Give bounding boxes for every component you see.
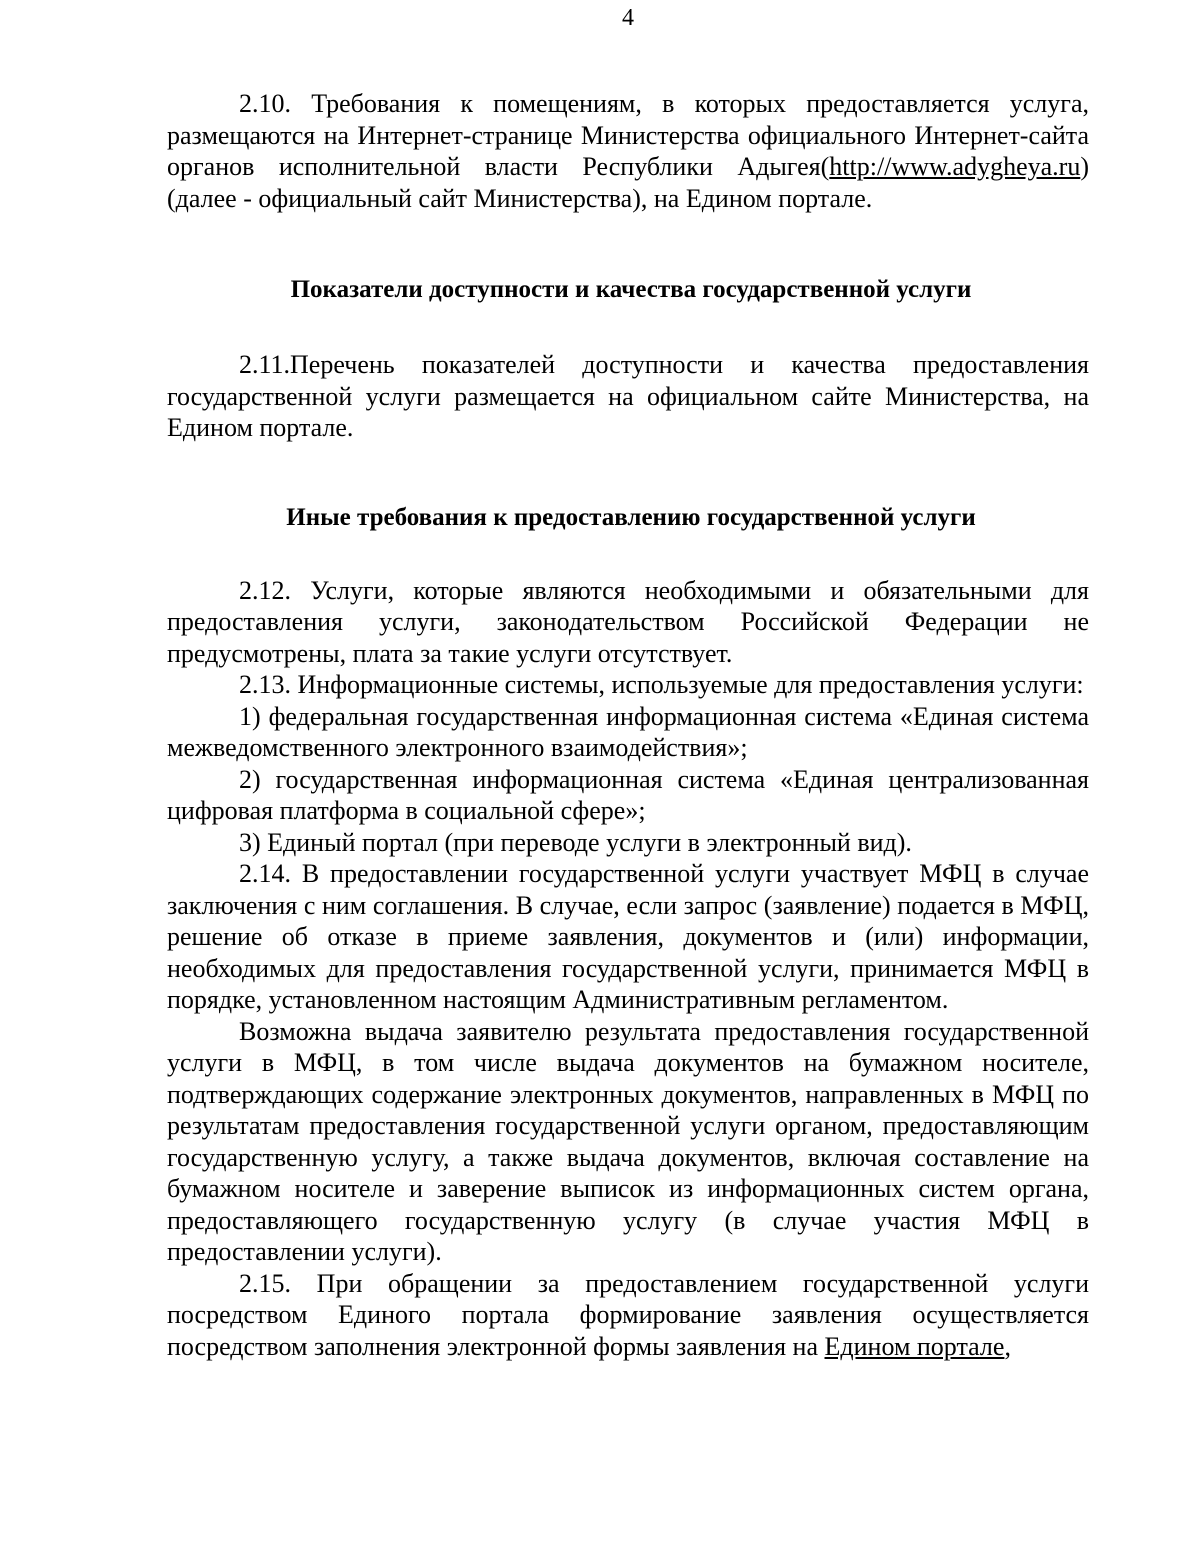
paragraph-2-13-item-2: 2) государственная информационная система «Единая централизованная цифровая платформа в социальной сфере»;	[167, 764, 1089, 825]
paragraph-2-14: 2.14. В предоставлении государственной услуги участвует МФЦ в случае заключения с ним соглашения. В случае, если запрос (заявление) подается в МФЦ, решение об отказе в приеме заявления, документов и (или) информации, необходимых для предоставления государственной услуги, принимается МФЦ в порядке, установленном настоящим Административным регламентом.	[167, 859, 1089, 1014]
paragraph-2-15	[167, 1268, 1089, 1363]
paragraph-2-15-tail: ,	[1004, 1331, 1011, 1361]
heading-accessibility-quality: Показатели доступности и качества государственной услуги	[290, 276, 972, 303]
paragraph-2-10-tail: ) (далее - официальный сайт Министерства), на Едином портале.	[167, 152, 1089, 213]
paragraph-2-11: 2.11.Перечень показателей доступности и качества предоставления государственной услуги размещается на официальном сайте Министерства, на Едином портале.	[167, 350, 1089, 442]
paragraph-2-13-item-1: 1) федеральная государственная информационная система «Единая система межведомственного электронного взаимодействия»;	[167, 701, 1089, 762]
paragraph-2-15-text: 2.15. При обращении за предоставлением государственной услуги посредством Единого портала формирование заявления осуществляется посредством заполнения электронной формы заявления на	[167, 1268, 1089, 1361]
paragraph-2-13: 2.13. Информационные системы, используемые для предоставления услуги:	[239, 670, 1084, 699]
paragraph-2-12: 2.12. Услуги, которые являются необходимыми и обязательными для предоставления услуги, законодательством Российской Федерации не предусмотрены, плата за такие услуги отсутствует.	[167, 575, 1089, 668]
page-number: 4	[622, 5, 634, 31]
document-body	[167, 88, 1089, 1362]
paragraph-2-13-item-3: 3) Единый портал (при переводе услуги в электронный вид).	[239, 827, 912, 857]
paragraph-2-14-result: Возможна выдача заявителю результата предоставления государственной услуги в МФЦ, в том числе выдача документов на бумажном носителе, подтверждающих содержание электронных документов, направленных в МФЦ по результатам предоставления государственной услуги органом, предоставляющим государственную услугу, а также выдача документов, включая составление на бумажном носителе и заверение выписок из информационных систем органа, предоставляющего государственную услугу (в случае участия МФЦ в предоставлении услуги).	[167, 1016, 1089, 1266]
unified-portal-underlined: Едином портале	[824, 1331, 1005, 1361]
adygheya-link[interactable]: http://www.adygheya.ru	[829, 152, 1081, 181]
paragraph-2-10	[167, 88, 1089, 214]
heading-other-requirements: Иные требования к предоставлению государственной услуги	[286, 503, 976, 531]
paragraph-2-10-text: 2.10. Требования к помещениям, в которых предоставляется услуга, размещаются на Интернет-странице Министерства официального Интернет-сайта органов исполнительной власти Республики Адыгея(	[167, 89, 1089, 181]
